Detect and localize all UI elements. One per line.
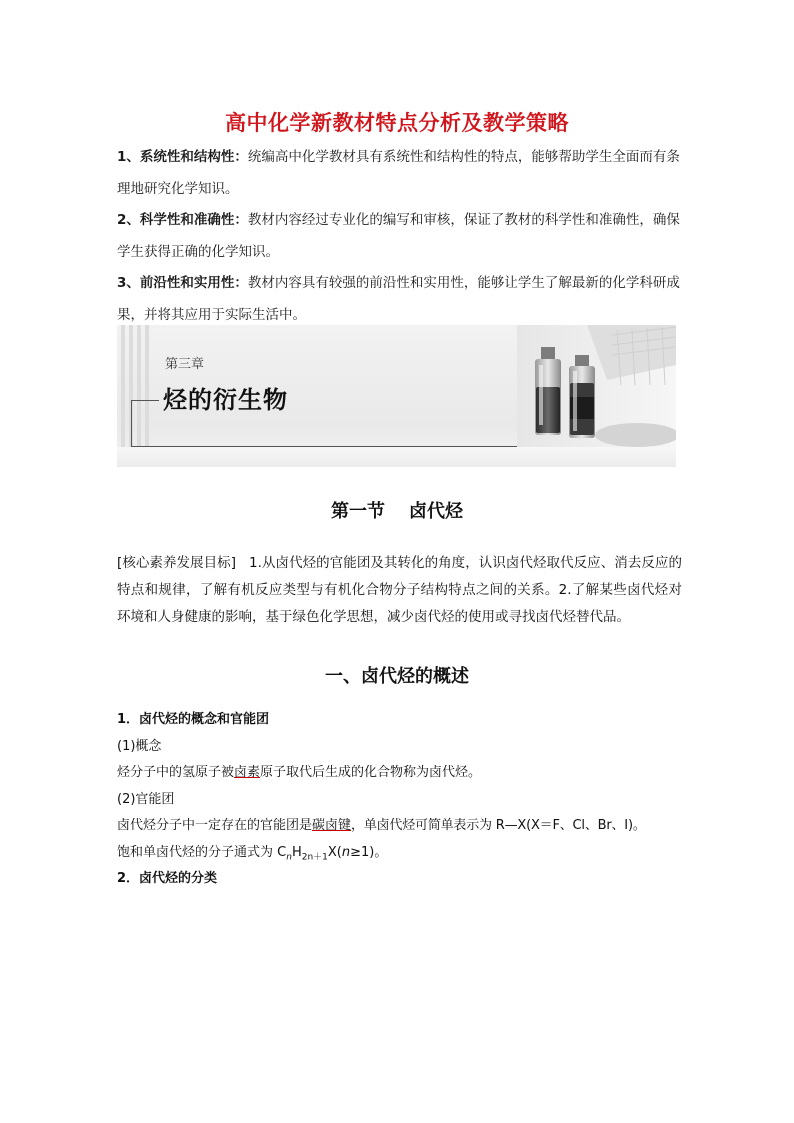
text-run: 烃分子中的氢原子被 — [117, 765, 235, 780]
text-run: H — [291, 844, 302, 860]
formula-paragraph — [117, 840, 682, 867]
intro-item-text: 统编高中化学教材具有系统性和结构性的特点，能够帮助学生全面而有条理地研究化学知识。 — [117, 149, 680, 197]
underlined-term: 碳卤键 — [312, 818, 352, 833]
formula-var: n — [341, 844, 351, 860]
intro-item-label: 1、系统性和结构性： — [117, 149, 248, 165]
banner-bottom-band — [117, 447, 676, 467]
item-heading: 1．卤代烃的概念和官能团 — [117, 712, 270, 727]
intro-item-label: 3、前沿性和实用性： — [117, 275, 248, 291]
paragraph — [117, 760, 682, 787]
intro-item-label: 2、科学性和准确性： — [117, 212, 248, 228]
text-run: X( — [327, 844, 342, 860]
text-run: ≥1)。 — [350, 844, 388, 860]
formula-sub: n — [286, 852, 292, 863]
section-title — [0, 497, 794, 523]
text-run: 卤代烃分子中一定存在的官能团是 — [117, 818, 313, 833]
banner-rule — [131, 400, 132, 447]
intro-item — [117, 142, 682, 205]
chapter-title: 烃的衍生物 — [163, 386, 288, 414]
paragraph — [117, 813, 682, 840]
text-run: 饱和单卤代烃的分子通式为 C — [117, 844, 287, 860]
banner-rule — [131, 400, 159, 401]
banner-stripe — [145, 325, 149, 447]
banner-stripe — [121, 325, 125, 447]
core-goal-paragraph — [117, 550, 682, 631]
subheading: 一、卤代烃的概述 — [325, 666, 469, 687]
chapter-banner — [117, 325, 676, 467]
section-number: 第一节 — [331, 501, 385, 522]
underlined-term: 卤素 — [234, 765, 261, 780]
text-run: ，单卤代烃可简单表示为 R—X(X＝F、Cl、Br、I)。 — [351, 818, 646, 833]
sub-label: (1)概念 — [117, 738, 162, 754]
chapter-number: 第三章 — [165, 357, 205, 372]
formula-sub: 2n＋1 — [301, 852, 328, 863]
section-name: 卤代烃 — [409, 501, 463, 522]
document-title: 高中化学新教材特点分析及教学策略 — [225, 111, 569, 135]
intro-item-text: 教材内容具有较强的前沿性和实用性，能够让学生了解最新的化学科研成果，并将其应用于实际生活中。 — [117, 275, 680, 323]
body-text — [117, 707, 682, 893]
goal-text: 1.从卤代烃的官能团及其转化的角度，认识卤代烃取代反应、消去反应的特点和规律，了解有机反应类型与有机化合物分子结构特点之间的关系。2.了解某些卤代烃对环境和人身健康的影响，基于绿色化学思想，减少卤代烃的使用或寻找卤代烃替代品。 — [117, 555, 682, 625]
banner-stripe — [137, 325, 141, 447]
text-run: 原子取代后生成的化合物称为卤代烃。 — [260, 765, 482, 780]
intro-item-text: 教材内容经过专业化的编写和审核，保证了教材的科学性和准确性，确保学生获得正确的化学知识。 — [117, 212, 680, 260]
intro-item — [117, 205, 682, 268]
lab-bottles-image — [517, 325, 676, 447]
intro-item — [117, 268, 682, 331]
item-heading: 2．卤代烃的分类 — [117, 871, 218, 886]
intro-section — [117, 142, 682, 331]
sub-label: (2)官能团 — [117, 791, 175, 807]
goal-label: [核心素养发展目标] — [117, 555, 236, 571]
